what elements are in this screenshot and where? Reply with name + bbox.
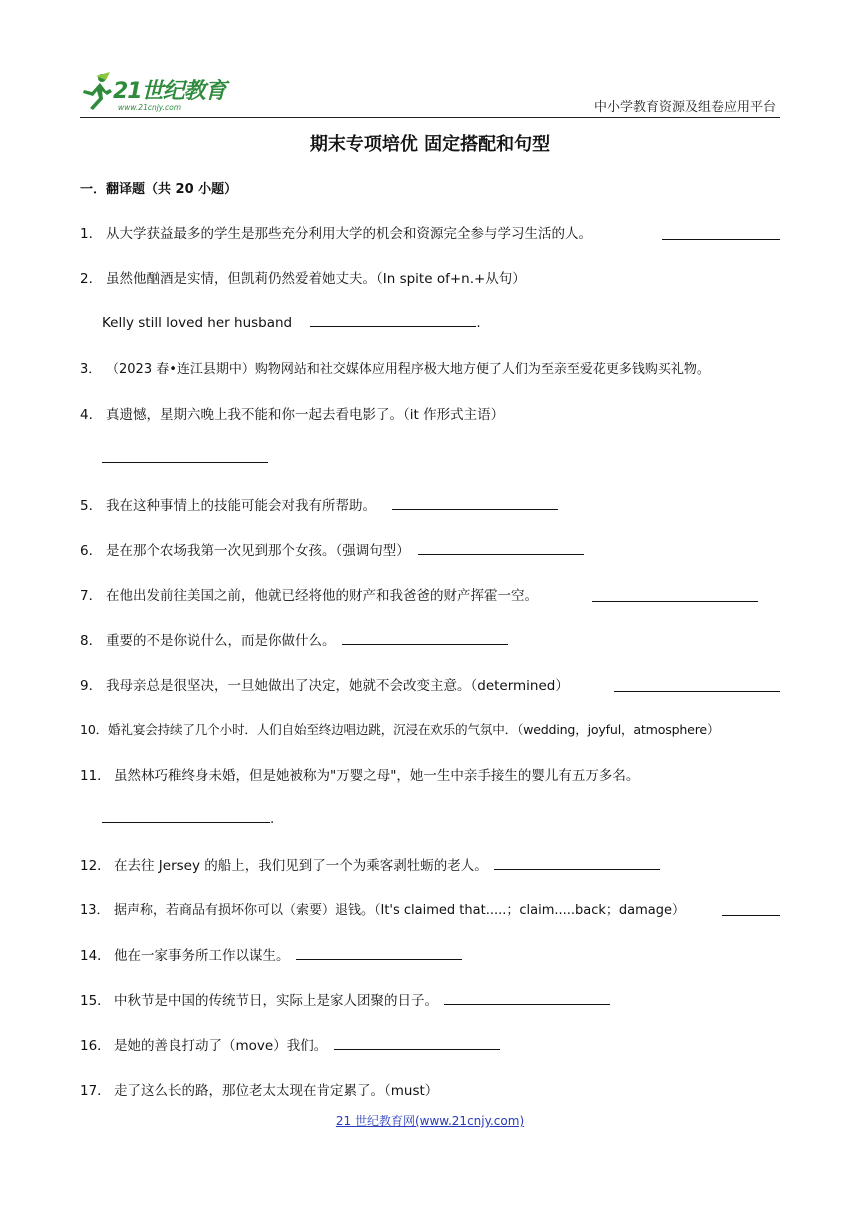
page-header <box>80 62 780 120</box>
answer-blank[interactable] <box>102 449 268 463</box>
question-text: 在他出发前往美国之前，他就已经将他的财产和我爸爸的财产挥霍一空。 <box>106 588 538 604</box>
question-number: 16． <box>80 1038 111 1054</box>
question-text: 从大学获益最多的学生是那些充分利用大学的机会和资源完全参与学习生活的人。 <box>106 226 592 242</box>
question-11 <box>80 764 780 784</box>
question-text: 重要的不是你说什么，而是你做什么。 <box>106 633 336 649</box>
answer-blank[interactable] <box>592 588 758 602</box>
question-number: 17． <box>80 1083 111 1099</box>
answer-blank[interactable] <box>444 991 610 1005</box>
logo <box>80 70 255 118</box>
runner-logo-icon <box>80 72 114 112</box>
question-number: 8． <box>80 633 103 649</box>
question-text: 是在那个农场我第一次见到那个女孩。（强调句型） <box>106 543 410 559</box>
question-text: 在去往 Jersey 的船上，我们见到了一个为乘客剥牡蛎的老人。 <box>114 858 488 874</box>
question-number: 5． <box>80 498 103 514</box>
question-1 <box>80 222 780 242</box>
question-8 <box>80 629 780 649</box>
question-4-answer-line <box>102 449 268 467</box>
logo-url: www.21cnjy.com <box>118 103 182 112</box>
answer-blank[interactable] <box>662 226 780 240</box>
question-number: 4． <box>80 407 103 423</box>
question-text: 中秋节是中国的传统节日，实际上是家人团聚的日子。 <box>114 993 438 1009</box>
prompt-text: Kelly still loved her husband <box>102 315 293 331</box>
answer-blank[interactable] <box>494 856 660 870</box>
question-6 <box>80 539 780 559</box>
answer-blank[interactable] <box>310 313 476 327</box>
question-12 <box>80 854 780 874</box>
question-11-answer-line: . <box>102 809 274 827</box>
question-15 <box>80 989 780 1009</box>
question-text: 婚礼宴会持续了几个小时．人们自始至终边唱边跳，沉浸在欢乐的气氛中．（wedding，joyful，atmosphere） <box>108 722 720 737</box>
footer-link[interactable]: 21 世纪教育网(www.21cnjy.com) <box>335 1114 525 1128</box>
question-4 <box>80 403 780 423</box>
question-text: 走了这么长的路，那位老太太现在肯定累了。（must） <box>114 1083 439 1099</box>
question-2-prompt: Kelly still loved her husband . <box>102 315 481 331</box>
answer-blank[interactable] <box>334 1036 500 1050</box>
question-10 <box>80 719 780 738</box>
answer-blank[interactable] <box>614 678 780 692</box>
question-number: 3． <box>80 362 102 377</box>
answer-blank[interactable] <box>418 541 584 555</box>
question-5 <box>80 494 780 514</box>
question-17 <box>80 1079 780 1099</box>
question-text: 我母亲总是很坚决，一旦她做出了决定，她就不会改变主意。（determined） <box>106 678 569 694</box>
question-14 <box>80 944 780 964</box>
question-number: 12． <box>80 858 111 874</box>
header-divider <box>80 117 780 118</box>
question-text: 我在这种事情上的技能可能会对我有所帮助。 <box>106 498 376 514</box>
question-text: 虽然林巧稚终身未婚，但是她被称为"万婴之母"，她一生中亲手接生的婴儿有五万多名。 <box>114 768 640 784</box>
question-9 <box>80 674 780 694</box>
question-16 <box>80 1034 780 1054</box>
question-text: 他在一家事务所工作以谋生。 <box>114 948 290 964</box>
question-number: 1． <box>80 226 103 242</box>
question-number: 7． <box>80 588 103 604</box>
question-number: 11． <box>80 768 111 784</box>
question-2 <box>80 267 780 287</box>
question-number: 13． <box>80 903 110 918</box>
question-number: 14． <box>80 948 111 964</box>
question-number: 10． <box>80 722 109 737</box>
question-number: 15． <box>80 993 111 1009</box>
page-title: 期末专项培优 固定搭配和句型 <box>309 134 551 155</box>
answer-blank[interactable] <box>722 902 780 916</box>
question-3 <box>80 358 780 377</box>
question-7 <box>80 584 780 604</box>
answer-blank[interactable] <box>296 946 462 960</box>
question-text: 虽然他酗酒是实情，但凯莉仍然爱着她丈夫。（In spite of+n.+从句） <box>106 271 526 287</box>
platform-name: 中小学教育资源及组卷应用平台 <box>593 100 776 115</box>
question-text: 是她的善良打动了（move）我们。 <box>114 1038 328 1054</box>
answer-blank[interactable] <box>392 496 558 510</box>
answer-blank[interactable] <box>342 631 508 645</box>
question-number: 6． <box>80 543 103 559</box>
question-text: 据声称，若商品有损坏你可以（索要）退钱。（It's claimed that.....；claim.....back；damage） <box>114 903 686 918</box>
question-13 <box>80 899 780 918</box>
logo-text: 21世纪教育 <box>113 79 226 104</box>
question-number: 9． <box>80 678 103 694</box>
question-text: 真遗憾，星期六晚上我不能和你一起去看电影了。（it 作形式主语） <box>106 407 505 423</box>
question-number: 2． <box>80 271 103 287</box>
section-heading: 一．翻译题（共 20 小题） <box>80 182 238 197</box>
answer-blank[interactable] <box>102 809 270 823</box>
question-text: （2023 春•连江县期中）购物网站和社交媒体应用程序极大地方便了人们为至亲至爱花更多钱购买礼物。 <box>106 362 710 377</box>
